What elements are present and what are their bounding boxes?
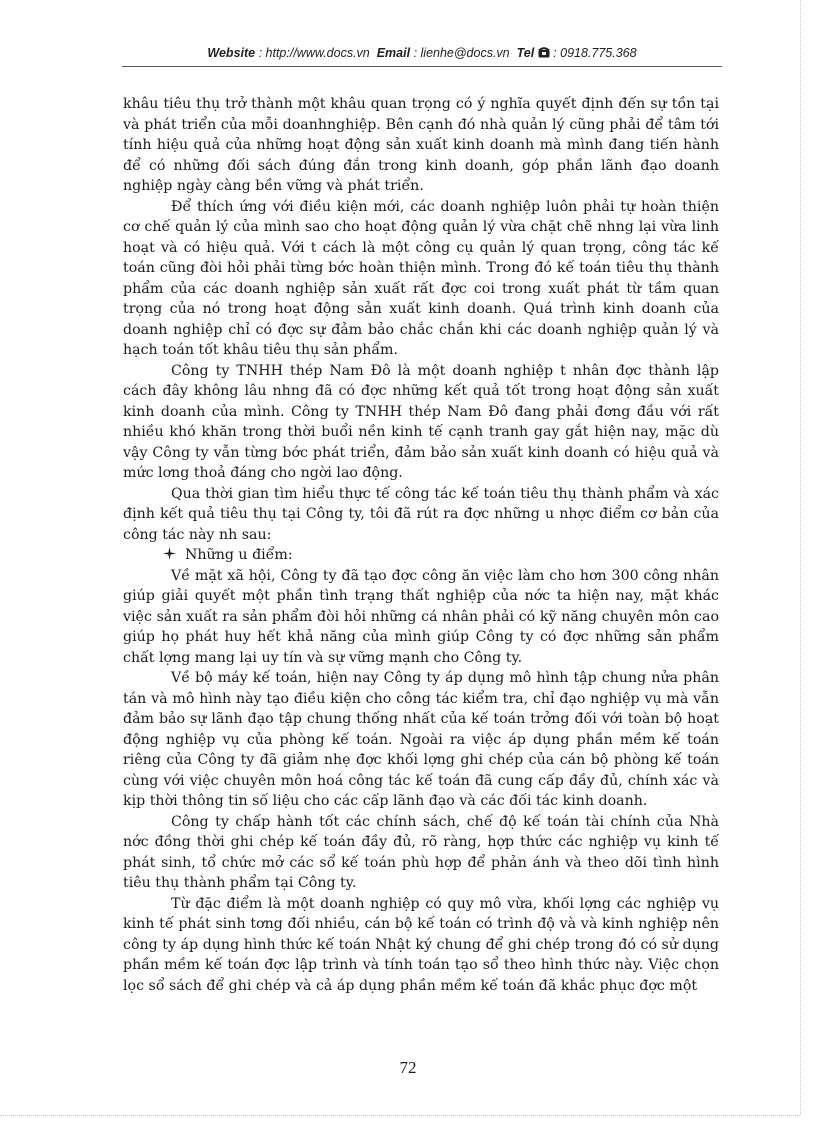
header-tel-label: Tel	[516, 46, 535, 60]
bullet-heading	[123, 545, 719, 566]
header-email-label: Email	[376, 46, 411, 60]
header-divider	[122, 66, 722, 67]
header-website-label: Website	[207, 46, 256, 60]
bullet-label: Những u điểm:	[185, 547, 293, 563]
diamond-star-bullet-icon	[163, 547, 177, 563]
header-tel-value: : 0918.775.368	[553, 46, 637, 60]
paragraph: Để thích ứng với điều kiện mới, các doanh nghiệp luôn phải tự hoàn thiện cơ chế quản lý của mình sao cho hoạt động quản lý vừa chặt chẽ nhng lại vừa linh hoạt và có hiệu quả. Với t cách là một công cụ quản lý quan trọng, công tác kế toán cũng đòi hỏi phải từng bớc hoàn thiện mình. Trong đó kế toán tiêu thụ thành phẩm của các doanh nghiệp sản xuất rất đợc coi trong xuất phát từ tầm quan trọng của nó trong hoạt động sản xuất kinh doanh. Quá trình kinh doanh của doanh nghiệp chỉ có đợc sự đảm bảo chắc chắn khi các doanh nghiệp quản lý và hạch toán tốt khâu tiêu thụ sản phẩm.	[123, 198, 719, 358]
page-border-bottom	[0, 1115, 800, 1116]
page-header	[122, 46, 722, 60]
header-email-value: : lienhe@docs.vn	[413, 46, 510, 60]
paragraph: khâu tiêu thụ trở thành một khâu quan trọng có ý nghĩa quyết định đến sự tồn tại và phát triển của mỗi doanhnghiệp. Bên cạnh đó nhà quản lý cũng phải để tâm tới tính hiệu quả của những hoạt động sản xuất kinh doanh mà mình đang tiến hành để có những đối sách đúng đắn trong kinh doanh, góp phần lãnh đạo doanh nghiệp ngày càng bền vững và phát triển.	[123, 96, 719, 194]
paragraph: Công ty chấp hành tốt các chính sách, chế độ kế toán tài chính của Nhà nớc đồng thời ghi chép kế toán đầy đủ, rõ ràng, hợp thức các nghiệp vụ kinh tế phát sinh, tổ chức mở các sổ kế toán phù hợp để phản ánh và theo dõi tình hình tiêu thụ thành phẩm tại Công ty.	[123, 813, 719, 891]
page-border-right	[800, 0, 801, 1115]
paragraph: Về mặt xã hội, Công ty đã tạo đợc công ăn việc làm cho hơn 300 công nhân giúp giải quyết một phần tình trạng thất nghiệp của nớc ta hiện nay, mặt khác việc sản xuất ra sản phẩm đòi hỏi những cá nhân phải có kỹ năng chuyên môn cao giúp họ phát huy hết khả năng của mình giúp Công ty có đợc những sản phẩm chất lợng mang lại uy tín và sự vững mạnh cho Công ty.	[123, 567, 719, 666]
header-website-value: : http://www.docs.vn	[258, 46, 370, 60]
paragraph: Qua thời gian tìm hiểu thực tế công tác kế toán tiêu thụ thành phẩm và xác định kết quả tiêu thụ tại Công ty, tôi đã rút ra đợc những u nhợc điểm cơ bản của công tác này nh sau:	[123, 485, 719, 543]
page-number: 72	[399, 1058, 417, 1077]
body-text	[123, 94, 719, 996]
paragraph: Về bộ máy kế toán, hiện nay Công ty áp dụng mô hình tập chung nửa phân tán và mô hình này tạo điều kiện cho công tác kiểm tra, chỉ đạo nghiệp vụ mà vẫn đảm bảo sự lãnh đạo tập chung thống nhất của kế toán trởng đối với toàn bộ hoạt động nghiệp vụ của phòng kế toán. Ngoài ra việc áp dụng phần mềm kế toán riêng của Công ty đã giảm nhẹ đợc khối lợng ghi chép của cán bộ phòng kế toán cùng với việc chuyên môn hoá công tác kế toán đã cung cấp đầy đủ, chính xác và kịp thời thông tin số liệu cho các cấp lãnh đạo và các đối tác kinh doanh.	[123, 670, 719, 809]
telephone-icon	[538, 46, 553, 60]
paragraph: Từ đặc điểm là một doanh nghiệp có quy mô vừa, khối lợng các nghiệp vụ kinh tế phát sinh tơng đối nhiều, cán bộ kế toán có trình độ và và kinh nghiệp nên công ty áp dụng hình thức kế toán Nhật ký chung để ghi chép trong đó có sử dụng phần mềm kế toán đợc lập trình và tính toán tạo sổ theo hình thức này. Việc chọn lọc sổ sách để ghi chép và cả áp dụng phần mềm kế toán đã khắc phục đợc một	[123, 895, 719, 994]
paragraph: Công ty TNHH thép Nam Đô là một doanh nghiệp t nhân đợc thành lập cách đây không lâu nhng đã có đợc những kết quả tốt trong hoạt động sản xuất kinh doanh của mình. Công ty TNHH thép Nam Đô đang phải đơng đầu với rất nhiều khó khăn trong thời buổi nền kinh tế cạnh tranh gay gắt hiện nay, mặc dù vậy Công ty vẫn từng bớc phát triển, đảm bảo sản xuất kinh doanh có hiệu quả và mức lơng thoả đáng cho ngời lao động.	[123, 362, 719, 481]
